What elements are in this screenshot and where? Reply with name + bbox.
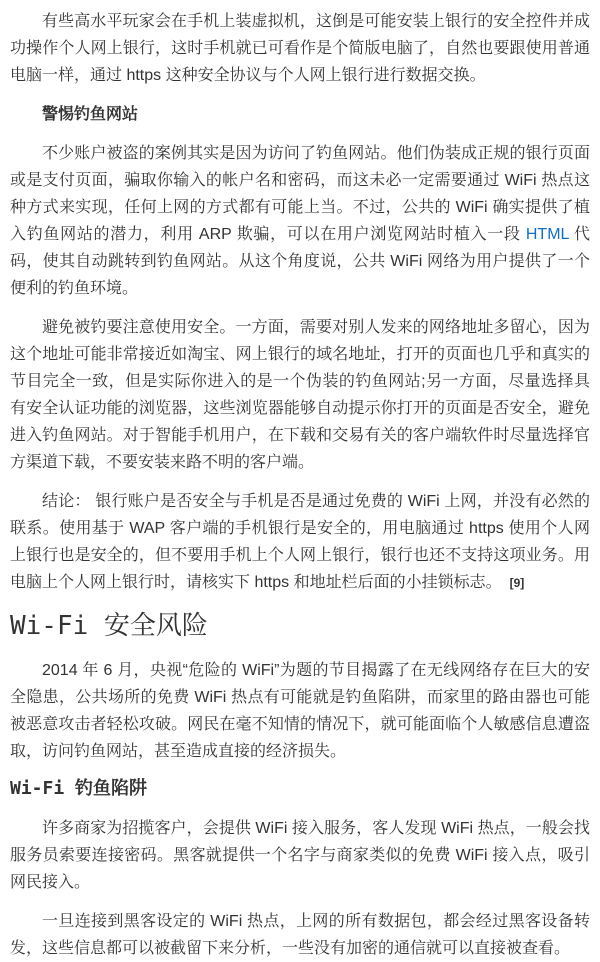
paragraph-conclusion — [10, 488, 590, 597]
paragraph-phishing-cases — [10, 140, 590, 302]
runin-heading-phishing-warning: 警惕钓鱼网站 — [42, 106, 139, 123]
paragraph-avoid-phishing: 避免被钓要注意使用安全。一方面，需要对别人发来的网络地址多留心，因为这个地址可能非常接近如淘宝、网上银行的域名地址，打开的页面也几乎和真实的节目完全一致，但是实际你进入的是一个伪装的钓鱼网站;另一方面，尽量选择具有安全认证功能的浏览器，这些浏览器能够自动提示你打开的页面是否安全，避免进入钓鱼网站。对于智能手机用户，在下载和交易有关的客户端软件时尽量选择官方渠道下载，不要安装来路不明的客户端。 — [10, 319, 590, 471]
section-title-wifi-security-risk: Wi-Fi 安全风险 — [10, 611, 208, 641]
html-link[interactable]: HTML — [525, 226, 569, 243]
paragraph-cctv-report: 2014 年 6 月，央视“危险的 WiFi”为题的节目揭露了在无线网络存在巨大的安全隐患，公共场所的免费 WiFi 热点有可能就是钓鱼陷阱，而家里的路由器也可能被恶意攻击者轻松攻破。网民在毫不知情的情况下，就可能面临个人敏感信息遭盗取，访问钓鱼网站，甚至造成直接的经济损失。 — [10, 662, 590, 760]
subsection-title-wifi-phishing-trap: Wi-Fi 钓鱼陷阱 — [10, 778, 148, 799]
text-segment-cases-pre: 不少账户被盗的案例其实是因为访问了钓鱼网站。他们伪装成正规的银行页面或是支付页面，骗取你输入的帐户名和密码，而这未必一定需要通过 WiFi 热点这种方式来实现，任何上网的方式都有可能上当。不过，公共的 WiFi 确实提供了植入钓鱼网站的潜力，利用 ARP 欺骗，可以在用户浏览网站时植入一段 — [10, 145, 590, 243]
text-segment-cases-post: 代码，使其自动跳转到钓鱼网站。从这个角度说，公共 WiFi 网络为用户提供了一个便利的钓鱼环境。 — [10, 226, 590, 297]
text-segment-conclusion: 结论： 银行账户是否安全与手机是否是通过免费的 WiFi 上网，并没有必然的联系。使用基于 WAP 客户端的手机银行是安全的，用电脑通过 https 使用个人网上银行也是安全的，但不要用手机上个人网上银行，银行也还不支持这项业务。用电脑上个人网上银行时，请核实下 https 和地址栏后面的小挂锁标志。 — [10, 493, 590, 591]
citation-ref-9[interactable]: [9] — [509, 576, 525, 590]
paragraph-virtual-machine: 有些高水平玩家会在手机上装虚拟机，这倒是可能安装上银行的安全控件并成功操作个人网上银行，这时手机就已可看作是个简版电脑了，自然也要跟使用普通电脑一样，通过 https 这种安全协议与个人网上银行进行数据交换。 — [10, 13, 590, 84]
paragraph-data-interception: 一旦连接到黑客设定的 WiFi 热点，上网的所有数据包，都会经过黑客设备转发，这些信息都可以被截留下来分析，一些没有加密的通信就可以直接被查看。 — [10, 913, 590, 957]
paragraph-merchant-hotspots: 许多商家为招揽客户，会提供 WiFi 接入服务，客人发现 WiFi 热点，一般会找服务员索要连接密码。黑客就提供一个名字与商家类似的免费 WiFi 接入点，吸引网民接入。 — [10, 820, 590, 891]
